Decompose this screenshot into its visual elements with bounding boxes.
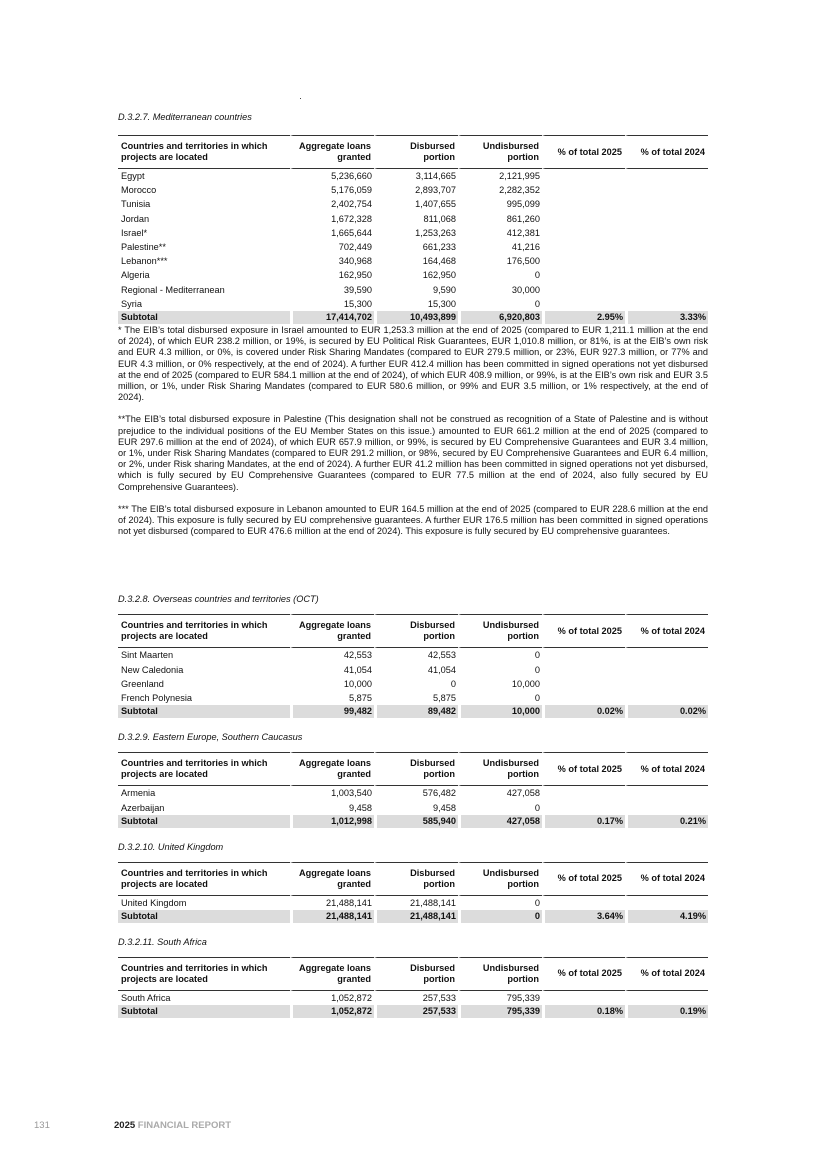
table-header-row bbox=[118, 957, 708, 991]
section-title-south-africa: D.3.2.11. South Africa bbox=[118, 936, 207, 947]
header-pct-2024: % of total 2024 bbox=[625, 135, 708, 169]
value-cell: 15,300 bbox=[343, 298, 372, 309]
table-row bbox=[118, 663, 708, 677]
table-row bbox=[118, 197, 708, 211]
value-cell bbox=[625, 254, 708, 268]
value-cell bbox=[625, 648, 708, 662]
table-body bbox=[118, 991, 708, 1018]
subtotal-value: 1,052,872 bbox=[290, 1005, 374, 1018]
subtotal-value: 0 bbox=[458, 910, 542, 923]
header-aggregate: Aggregate loans granted bbox=[290, 614, 374, 648]
header-undisbursed: Undisbursed portion bbox=[458, 957, 542, 991]
header-disbursed: Disbursed portion bbox=[374, 957, 458, 991]
value-cell bbox=[625, 240, 708, 254]
value-cell: 176,500 bbox=[506, 256, 540, 267]
value-cell bbox=[625, 268, 708, 282]
value-cell bbox=[542, 268, 625, 282]
subtotal-value: 0.19% bbox=[625, 1005, 708, 1018]
value-cell bbox=[542, 691, 625, 705]
table-row bbox=[118, 268, 708, 282]
table-row bbox=[118, 691, 708, 705]
value-cell: 340,968 bbox=[338, 256, 372, 267]
country-cell: Egypt bbox=[121, 171, 145, 181]
value-cell: 257,533 bbox=[422, 992, 456, 1003]
table-body bbox=[118, 786, 708, 827]
subtotal-value: 0.02% bbox=[542, 705, 625, 718]
value-cell: 1,052,872 bbox=[331, 992, 372, 1003]
value-cell bbox=[625, 677, 708, 691]
value-cell bbox=[625, 169, 708, 183]
subtotal-value: 17,414,702 bbox=[290, 311, 374, 324]
section-title-mediterranean: D.3.2.7. Mediterranean countries bbox=[118, 112, 252, 122]
country-cell: French Polynesia bbox=[121, 693, 192, 704]
header-pct-2024: % of total 2024 bbox=[625, 614, 708, 648]
value-cell: 702,449 bbox=[338, 242, 372, 253]
subtotal-row bbox=[118, 1005, 708, 1018]
value-cell bbox=[542, 786, 625, 800]
header-pct-2025: % of total 2025 bbox=[542, 135, 625, 169]
value-cell: 3,114,665 bbox=[415, 171, 456, 181]
header-pct-2025: % of total 2025 bbox=[542, 614, 625, 648]
country-cell: Sint Maarten bbox=[121, 650, 174, 661]
header-pct-2025: % of total 2025 bbox=[542, 752, 625, 786]
table-row bbox=[118, 786, 708, 800]
report-name: FINANCIAL REPORT bbox=[137, 1120, 232, 1131]
header-aggregate: Aggregate loans granted bbox=[290, 752, 374, 786]
subtotal-value: 257,533 bbox=[374, 1005, 458, 1018]
value-cell bbox=[625, 226, 708, 240]
value-cell bbox=[542, 183, 625, 197]
value-cell bbox=[625, 183, 708, 197]
subtotal-value: 10,000 bbox=[458, 705, 542, 718]
footnote-lebanon: *** The EIB’s total disbursed exposure in Lebanon amounted to EUR 164.5 million at the end of 2025 (compared to EUR 228.6 million at the end of 2024). This exposure is fully secured by EU comprehensive guarantees. A further EUR 176.5 million has been committed in signed operations not yet disbursed (compared to EUR 476.6 million at the end of 2024). This exposure is fully secured by EU comprehensive guarantees. bbox=[118, 503, 708, 537]
value-cell: 9,590 bbox=[433, 284, 456, 295]
header-pct-2024: % of total 2024 bbox=[625, 862, 708, 896]
header-pct-2025: % of total 2025 bbox=[542, 957, 625, 991]
subtotal-value: 0.17% bbox=[542, 815, 625, 828]
value-cell bbox=[542, 169, 625, 183]
value-cell: 995,099 bbox=[506, 199, 540, 210]
subtotal-row bbox=[118, 705, 708, 718]
value-cell bbox=[542, 197, 625, 211]
header-pct-2025: % of total 2025 bbox=[542, 862, 625, 896]
value-cell: 41,216 bbox=[511, 242, 540, 253]
subtotal-label: Subtotal bbox=[118, 311, 290, 324]
value-cell: 21,488,141 bbox=[410, 897, 456, 908]
stray-dot bbox=[300, 98, 301, 99]
value-cell bbox=[542, 297, 625, 311]
value-cell: 2,893,707 bbox=[415, 185, 456, 196]
table-eastern bbox=[118, 752, 708, 827]
value-cell: 661,233 bbox=[422, 242, 456, 253]
header-aggregate: Aggregate loans granted bbox=[290, 862, 374, 896]
value-cell: 39,590 bbox=[343, 284, 372, 295]
value-cell bbox=[625, 896, 708, 910]
header-undisbursed: Undisbursed portion bbox=[458, 135, 542, 169]
value-cell: 795,339 bbox=[506, 992, 540, 1003]
page-footer bbox=[34, 1120, 231, 1131]
value-cell: 1,672,328 bbox=[331, 213, 372, 224]
table-south-africa bbox=[118, 957, 708, 1018]
value-cell bbox=[542, 663, 625, 677]
header-disbursed: Disbursed portion bbox=[374, 752, 458, 786]
subtotal-value: 4.19% bbox=[625, 910, 708, 923]
value-cell bbox=[625, 283, 708, 297]
value-cell: 412,381 bbox=[506, 227, 540, 238]
value-cell bbox=[542, 801, 625, 815]
header-aggregate: Aggregate loans granted bbox=[290, 957, 374, 991]
value-cell bbox=[625, 801, 708, 815]
value-cell bbox=[542, 648, 625, 662]
subtotal-value: 89,482 bbox=[374, 705, 458, 718]
value-cell: 861,260 bbox=[506, 213, 540, 224]
value-cell: 162,950 bbox=[338, 270, 372, 281]
header-disbursed: Disbursed portion bbox=[374, 862, 458, 896]
subtotal-label: Subtotal bbox=[118, 1005, 290, 1018]
country-cell: Tunisia bbox=[121, 199, 151, 210]
subtotal-label: Subtotal bbox=[118, 910, 290, 923]
subtotal-value: 427,058 bbox=[458, 815, 542, 828]
value-cell: 1,407,655 bbox=[415, 199, 456, 210]
footnote-israel: * The EIB’s total disbursed exposure in Israel amounted to EUR 1,253.3 million at the end of 2025 (compared to EUR 1,211.1 million at the end of 2024), of which EUR 238.2 million, or 19%, is secured by EU Political Risk Guarantees, EUR 1,010.8 million, or 81%, is at the EIB’s own risk and EUR 4.3 million, or 0%, is covered under Risk Sharing Mandates (compared to EUR 279.5 million, or 23%, EUR 927.3 million, or 77% and EUR 4.3 million, or 0% respectively, at the end of 2024). A further EUR 412.4 million has been committed in signed operations not yet disbursed at the end of 2025 (compared to EUR 584.1 million at the end of 2024), of which EUR 408.9 million, or 99%, is at the EIB’s own risk and EUR 3.5 million, or 1%, under Risk Sharing Mandates (compared to EUR 580.6 million, or 99% and EUR 3.5 million, or 1% respectively, at the end of 2024). bbox=[118, 325, 708, 403]
value-cell: 0 bbox=[534, 650, 540, 661]
country-cell: Jordan bbox=[121, 213, 150, 224]
subtotal-row bbox=[118, 311, 708, 324]
value-cell bbox=[625, 663, 708, 677]
value-cell: 9,458 bbox=[433, 802, 456, 813]
header-countries: Countries and territories in which projects are located bbox=[118, 862, 290, 896]
country-cell: South Africa bbox=[121, 992, 171, 1003]
value-cell: 0 bbox=[534, 664, 540, 675]
table-row bbox=[118, 896, 708, 910]
value-cell: 1,665,644 bbox=[331, 227, 372, 238]
table-header-row bbox=[118, 614, 708, 648]
value-cell bbox=[625, 691, 708, 705]
table-header-row bbox=[118, 752, 708, 786]
value-cell: 0 bbox=[534, 298, 540, 309]
header-countries: Countries and territories in which projects are located bbox=[118, 614, 290, 648]
subtotal-value: 21,488,141 bbox=[374, 910, 458, 923]
country-cell: Palestine** bbox=[121, 242, 166, 253]
country-cell: United Kingdom bbox=[121, 897, 187, 908]
country-cell: Morocco bbox=[121, 185, 157, 196]
page-content bbox=[118, 112, 708, 1018]
subtotal-value: 1,012,998 bbox=[290, 815, 374, 828]
value-cell: 41,054 bbox=[427, 664, 456, 675]
value-cell bbox=[542, 254, 625, 268]
country-cell: Israel* bbox=[121, 227, 148, 238]
table-row bbox=[118, 677, 708, 691]
value-cell: 9,458 bbox=[349, 802, 372, 813]
table-row bbox=[118, 212, 708, 226]
country-cell: Armenia bbox=[121, 788, 156, 799]
value-cell bbox=[542, 896, 625, 910]
country-cell: Azerbaijan bbox=[121, 802, 165, 813]
value-cell: 5,176,059 bbox=[331, 185, 372, 196]
country-cell: Lebanon*** bbox=[121, 256, 168, 267]
section-title-eastern: D.3.2.9. Eastern Europe, Southern Caucasus bbox=[118, 732, 303, 743]
table-mediterranean bbox=[118, 135, 708, 324]
subtotal-value: 0.18% bbox=[542, 1005, 625, 1018]
value-cell: 10,000 bbox=[511, 678, 540, 689]
value-cell bbox=[542, 283, 625, 297]
value-cell: 0 bbox=[534, 897, 540, 908]
value-cell: 0 bbox=[534, 693, 540, 704]
header-countries: Countries and territories in which projects are located bbox=[118, 135, 290, 169]
table-body bbox=[118, 169, 708, 324]
subtotal-value: 2.95% bbox=[542, 311, 625, 324]
value-cell: 15,300 bbox=[427, 298, 456, 309]
value-cell: 164,468 bbox=[422, 256, 456, 267]
country-cell: Syria bbox=[121, 298, 142, 309]
table-header-row bbox=[118, 862, 708, 896]
value-cell bbox=[625, 786, 708, 800]
value-cell: 162,950 bbox=[422, 270, 456, 281]
table-row bbox=[118, 283, 708, 297]
value-cell: 576,482 bbox=[422, 788, 456, 799]
header-countries: Countries and territories in which projects are located bbox=[118, 957, 290, 991]
value-cell: 10,000 bbox=[343, 678, 372, 689]
value-cell bbox=[625, 991, 708, 1005]
table-row bbox=[118, 297, 708, 311]
header-undisbursed: Undisbursed portion bbox=[458, 752, 542, 786]
header-pct-2024: % of total 2024 bbox=[625, 752, 708, 786]
subtotal-label: Subtotal bbox=[118, 815, 290, 828]
value-cell: 5,236,660 bbox=[331, 171, 372, 181]
footnotes bbox=[118, 325, 708, 537]
value-cell bbox=[625, 297, 708, 311]
header-countries: Countries and territories in which projects are located bbox=[118, 752, 290, 786]
value-cell bbox=[542, 240, 625, 254]
value-cell bbox=[542, 212, 625, 226]
value-cell: 2,121,995 bbox=[499, 171, 540, 181]
value-cell: 0 bbox=[534, 270, 540, 281]
value-cell: 1,253,263 bbox=[415, 227, 456, 238]
subtotal-value: 10,493,899 bbox=[374, 311, 458, 324]
value-cell: 21,488,141 bbox=[326, 897, 372, 908]
subtotal-row bbox=[118, 910, 708, 923]
subtotal-label: Subtotal bbox=[118, 705, 290, 718]
value-cell: 5,875 bbox=[433, 693, 456, 704]
header-disbursed: Disbursed portion bbox=[374, 135, 458, 169]
value-cell: 41,054 bbox=[343, 664, 372, 675]
value-cell: 2,282,352 bbox=[499, 185, 540, 196]
value-cell: 42,553 bbox=[427, 650, 456, 661]
subtotal-value: 6,920,803 bbox=[458, 311, 542, 324]
header-aggregate: Aggregate loans granted bbox=[290, 135, 374, 169]
subtotal-value: 99,482 bbox=[290, 705, 374, 718]
value-cell: 5,875 bbox=[349, 693, 372, 704]
value-cell: 2,402,754 bbox=[331, 199, 372, 210]
table-row bbox=[118, 648, 708, 662]
header-pct-2024: % of total 2024 bbox=[625, 957, 708, 991]
page-number: 131 bbox=[34, 1120, 50, 1131]
subtotal-row bbox=[118, 815, 708, 828]
value-cell: 0 bbox=[534, 802, 540, 813]
section-title-uk: D.3.2.10. United Kingdom bbox=[118, 841, 224, 852]
table-row bbox=[118, 991, 708, 1005]
subtotal-value: 585,940 bbox=[374, 815, 458, 828]
subtotal-value: 3.33% bbox=[625, 311, 708, 324]
table-row bbox=[118, 183, 708, 197]
table-header-row bbox=[118, 135, 708, 169]
value-cell: 811,068 bbox=[423, 213, 456, 224]
value-cell: 42,553 bbox=[343, 650, 372, 661]
value-cell bbox=[542, 991, 625, 1005]
country-cell: New Caledonia bbox=[121, 664, 184, 675]
subtotal-value: 0.21% bbox=[625, 815, 708, 828]
table-oct bbox=[118, 614, 708, 718]
table-body bbox=[118, 648, 708, 718]
table-body bbox=[118, 896, 708, 923]
value-cell bbox=[625, 197, 708, 211]
value-cell bbox=[625, 212, 708, 226]
header-disbursed: Disbursed portion bbox=[374, 614, 458, 648]
subtotal-value: 795,339 bbox=[458, 1005, 542, 1018]
subtotal-value: 21,488,141 bbox=[290, 910, 374, 923]
value-cell: 30,000 bbox=[511, 284, 540, 295]
header-undisbursed: Undisbursed portion bbox=[458, 862, 542, 896]
table-row bbox=[118, 226, 708, 240]
subtotal-value: 0.02% bbox=[625, 705, 708, 718]
value-cell bbox=[542, 677, 625, 691]
table-uk bbox=[118, 862, 708, 923]
country-cell: Regional - Mediterranean bbox=[121, 284, 225, 295]
value-cell: 0 bbox=[450, 678, 456, 689]
value-cell bbox=[542, 226, 625, 240]
table-row bbox=[118, 801, 708, 815]
header-undisbursed: Undisbursed portion bbox=[458, 614, 542, 648]
value-cell: 427,058 bbox=[506, 788, 540, 799]
table-row bbox=[118, 169, 708, 183]
table-row bbox=[118, 254, 708, 268]
subtotal-value: 3.64% bbox=[542, 910, 625, 923]
country-cell: Algeria bbox=[121, 270, 150, 281]
country-cell: Greenland bbox=[121, 678, 164, 689]
footnote-palestine: **The EIB’s total disbursed exposure in Palestine (This designation shall not be construed as recognition of a State of Palestine and is without prejudice to the individual positions of the EU Member States on this issue.) amounted to EUR 661.2 million at the end of 2025 (compared to EUR 297.6 million at the end of 2024), of which EUR 657.9 million, or 99%, is secured by EU Comprehensive Guarantees and EUR 3.4 million, or 1%, under Risk Sharing Mandates (compared to EUR 291.2 million, or 98%, secured by EU Comprehensive Guarantees and EUR 6.4 million, or 2%, under Risk sharing Mandates, at the end of 2024). A further EUR 41.2 million has been committed in signed operations not yet disbursed, which is fully secured by EU Comprehensive Guarantees (compared to EUR 77.5 million at the end of 2024, also fully secured by EU Comprehensive Guarantees). bbox=[118, 414, 708, 492]
value-cell: 1,003,540 bbox=[331, 788, 372, 799]
report-year: 2025 bbox=[114, 1120, 136, 1131]
table-row bbox=[118, 240, 708, 254]
section-title-oct: D.3.2.8. Overseas countries and territories (OCT) bbox=[118, 594, 319, 605]
